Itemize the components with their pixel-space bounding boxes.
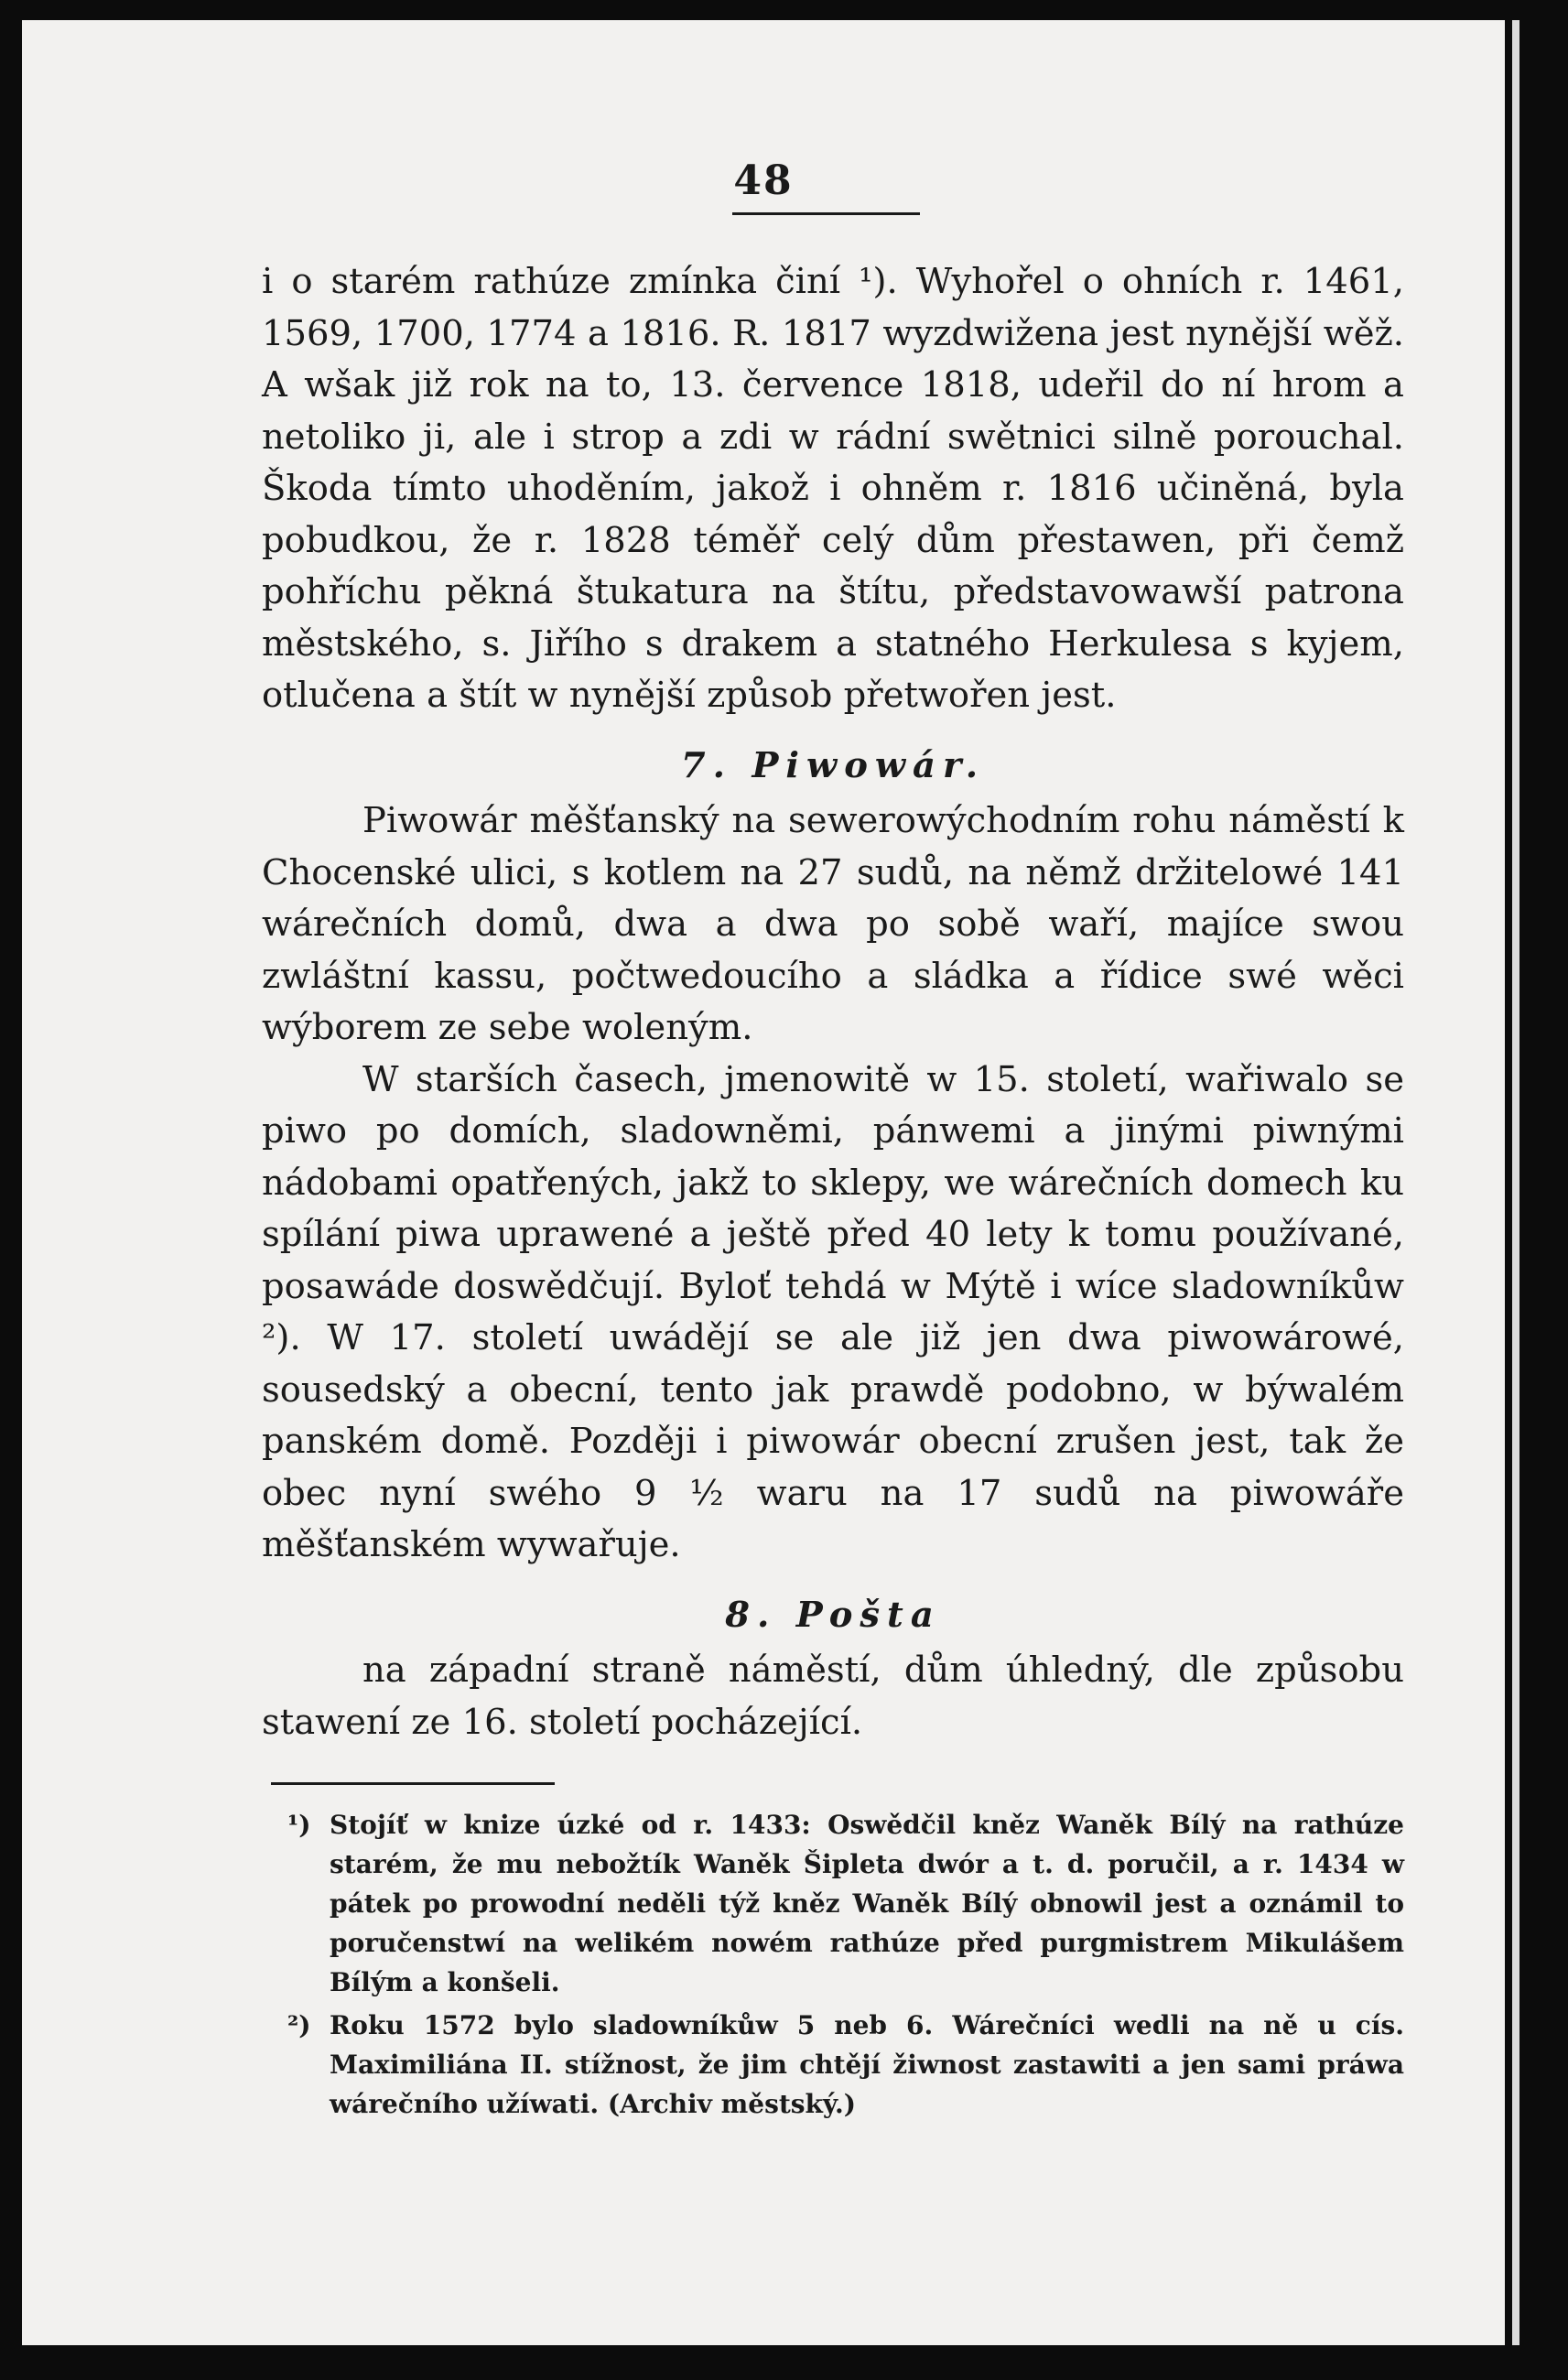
section-heading-posta: 8. Pošta [725,1594,941,1636]
footnote-1-mark: ¹) [287,1810,311,1840]
page-edge [1512,20,1519,2345]
footnote-2-mark: ²) [287,2010,311,2040]
section-gap [262,1572,1404,1583]
paragraph-posta: na západní straně náměstí, dům úhledný, dle způsobu stawení ze 16. století pocházející. [262,1650,1404,1743]
body-text [262,256,1404,1748]
footnote-rule [271,1782,555,1785]
header-rule [732,212,920,215]
footnote-2-text: Roku 1572 bylo sladowníkůw 5 neb 6. Wárečníci wedli na ně u cís. Maximiliána II. stížnost, že jim chtějí žiwnost zastawiti a jen sami práwa wárečního užíwati. (Archiv městský.) [330,2010,1404,2119]
section-gap [262,722,1404,733]
paragraph-older-times: W starších časech, jmenowitě w 15. století, wařiwalo se piwo po domích, sladowněmi, pánwemi a jinými piwnými nádobami opatřených, jakž to sklepy, we wárečních domech ku spílání piwa uprawené a ještě před 40 lety k tomu používané, posawáde doswědčují. Byloť tehdá w Mýtě i wíce sladowníkůw ²). W 17. století uwádějí se ale již jen dwa piwowárowé, sousedský a obecní, tento jak prawdě podobno, w býwalém panském domě. Později i piwowár obecní zrušen jest, tak že obec nyní swého 9 ½ waru na 17 sudů na piwowáře měšťanském wywařuje. [262,1058,1404,1565]
section-heading-piwowar: 7. Piwowár. [680,744,986,786]
footnotes [287,1805,1404,2127]
page-number: 48 [733,157,794,204]
footnote-1 [287,1805,1404,2002]
paragraph-piwowar: Piwowár měšťanský na sewerowýchodním rohu náměstí k Chocenské ulici, s kotlem na 27 sudů, na němž držitelowé 141 wárečních domů, dwa a dwa po sobě waří, majíce swou zwláštní kassu, počtwedoucího a sládka a řídice swé wěci wýborem ze sebe woleným. [262,800,1404,1048]
footnote-2 [287,2006,1404,2124]
footnote-1-text: Stojíť w knize úzké od r. 1433: Oswědčil kněz Waněk Bílý na rathúze starém, že mu nebožtík Waněk Šipleta dwór a t. d. poručil, a r. 1434 w pátek po prowodní neděli týž kněz Waněk Bílý obnowil jest a oznámil to poručenstwí na welikém nowém rathúze před purgmistrem Mikulášem Bílým a konšeli. [330,1810,1404,1997]
paragraph-rathuze: i o starém rathúze zmínka činí ¹). Wyhořel o ohních r. 1461, 1569, 1700, 1774 a 1816. R. 1817 wyzdwižena jest nynější wěž. A wšak již rok na to, 13. července 1818, udeřil do ní hrom a netoliko ji, ale i strop a zdi w rádní swětnici silně porouchal. Škoda tímto uhoděním, jakož i ohněm r. 1816 učiněná, byla pobudkou, že r. 1828 téměř celý dům přestawen, při čemž pohříchu pěkná štukatura na štítu, představowawší patrona městského, s. Jiřího s drakem a statného Herkulesa s kyjem, otlučena a štít w nynější způsob přetwořen jest. [262,261,1404,716]
book-page [22,20,1505,2345]
